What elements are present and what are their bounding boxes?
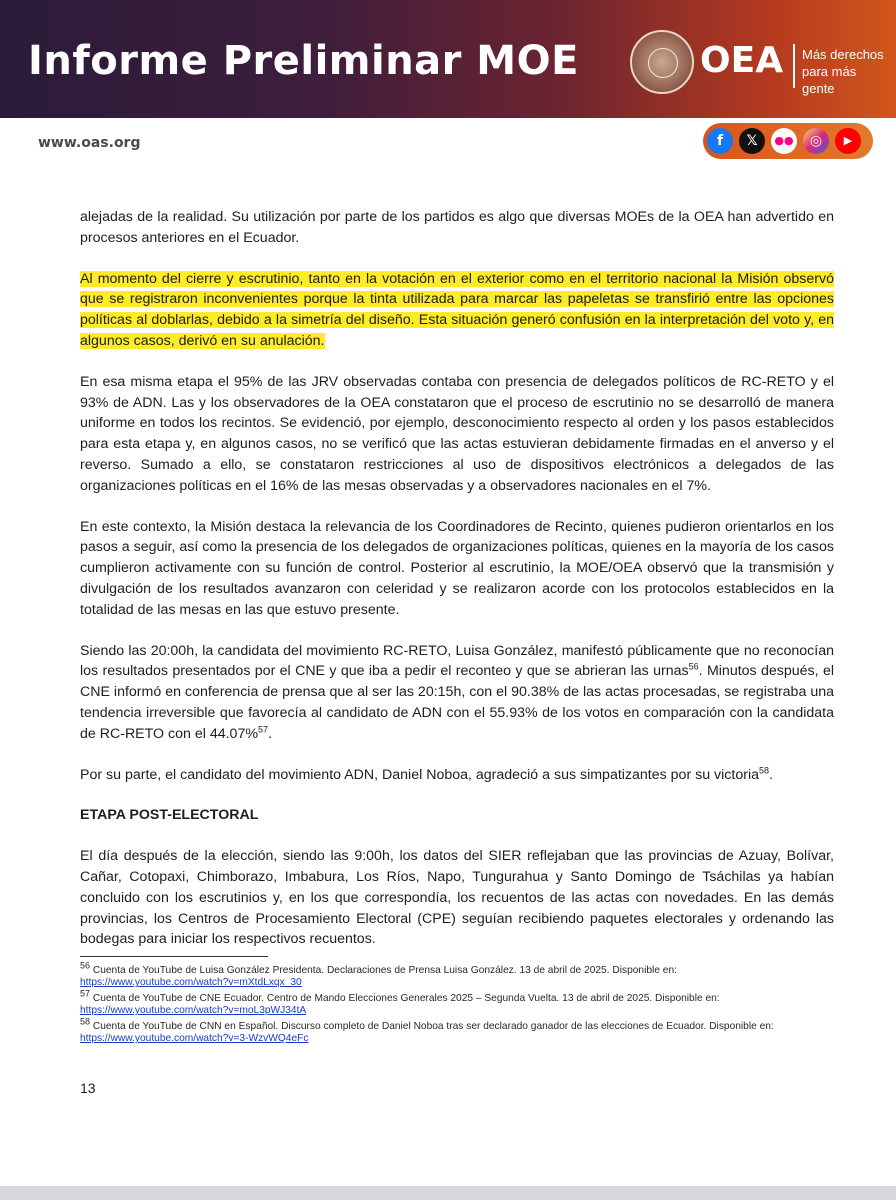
footnote-57: $^{57}$ Cuenta de YouTube de CNE Ecuador. Centro de Mando Elecciones Generales 2025 – Segunda Vuelta. 13 de abril de 2025. Disponible en: https://www.youtube.com/watch?v=moL3pWJ34tA: [80, 988, 720, 1017]
footnote-link[interactable]: https://www.youtube.com/watch?v=3-WzvWQ4eFc: [80, 1033, 309, 1045]
report-title: Informe Preliminar MOE: [28, 38, 579, 84]
paragraph-2: [80, 269, 834, 352]
paragraph-1: alejadas de la realidad. Su utilización por parte de los partidos es algo que diversas MOEs de la OEA han advertido en procesos anteriores en el Ecuador.: [80, 209, 834, 246]
social-media-bar: [703, 123, 873, 159]
footnote-ref-56[interactable]: 56: [688, 661, 699, 672]
oas-seal-logo: [630, 30, 694, 94]
page-bottom-edge: [0, 1186, 896, 1200]
section-heading: ETAPA POST-ELECTORAL: [80, 807, 259, 824]
paragraph-5: Siendo las 20:00h, la candidata del movimiento RC-RETO, Luisa González, manifestó públicamente que no reconocían los resultados presentados por el CNE y que iba a pedir el reconteo y que se abrieran las urnas$^{56}$. Minutos después, el CNE informó en conferencia de prensa que al ser las 20:15h, con el 90.38% de las actas procesadas, se registraba una tendencia irreversible que favorecía al candidato de ADN con el 55.93% de los votos en comparación con la candidata de RC-RETO con el 44.07%$^{57}$.: [80, 642, 835, 742]
footnote-divider: [80, 956, 268, 957]
footnote-ref-57[interactable]: 57: [257, 724, 268, 734]
footnote-link[interactable]: https://www.youtube.com/watch?v=mXtdLxqx_30: [80, 977, 302, 989]
footnote-58: $^{58}$ Cuenta de YouTube de CNN en Español. Discurso completo de Daniel Noboa tras ser declarado ganador de las elecciones de Ecuador. Disponible en: https://www.youtube.com/watch?v=3-WzvWQ4eFc: [80, 1016, 774, 1045]
footnote-link[interactable]: https://www.youtube.com/watch?v=moL3pWJ34tA: [80, 1005, 307, 1017]
logo-divider: [793, 44, 795, 88]
flickr-icon[interactable]: ●●: [771, 128, 797, 154]
youtube-icon[interactable]: ▶: [835, 128, 861, 154]
header-banner: [0, 0, 896, 118]
paragraph-4: En este contexto, la Misión destaca la relevancia de los Coordinadores de Recinto, quienes pudieron orientarlos en los pasos a seguir, así como la presencia de los delegados de organizaciones políticas, quienes en la mayoría de los casos cumplieron activamente con su función de control. Posterior al escrutinio, la MOE/OEA observó que la transmisión y divulgación de los resultados avanzaron con celeridad y se realizaron acorde con los protocolos establecidos en la totalidad de las mesas en las que estuvo presente.: [80, 518, 834, 618]
website-link[interactable]: www.oas.org: [38, 135, 141, 151]
footnote-ref-58[interactable]: 58: [758, 764, 769, 775]
footnotes: [80, 960, 860, 1048]
instagram-icon[interactable]: ◎: [803, 128, 829, 154]
x-icon[interactable]: 𝕏: [739, 128, 765, 154]
facebook-icon[interactable]: f: [707, 128, 733, 154]
oea-tagline: Más derechos para más gente: [802, 47, 884, 96]
report-body: [80, 207, 834, 970]
footnote-56: $^{56}$ Cuenta de YouTube de Luisa González Presidenta. Declaraciones de Prensa Luisa González. 13 de abril de 2025. Disponible en: https://www.youtube.com/watch?v=mXtdLxqx_30: [80, 960, 677, 989]
paragraph-6: Por su parte, el candidato del movimiento ADN, Daniel Noboa, agradeció a sus simpatizantes por su victoria$^{58}$.: [80, 764, 773, 783]
highlighted-text: Al momento del cierre y escrutinio, tanto en la votación en el exterior como en el territorio nacional la Misión observó que se registraron inconvenientes porque la tinta utilizada para marcar las papeletas se transfirió entre las opciones políticas al doblarlas, debido a la simetría del diseño. Esta situación generó confusión en la interpretación del voto y, en algunos casos, derivó en su anulación.: [80, 270, 834, 349]
paragraph-3: En esa misma etapa el 95% de las JRV observadas contaba con presencia de delegados políticos de RC-RETO y el 93% de ADN. Las y los observadores de la OEA constataron que el proceso de escrutinio no se desarrolló de manera uniforme en todos los recintos. Se evidenció, por ejemplo, desconocimiento respecto al orden y los pasos establecidos para esta etapa y, en algunos casos, no se verificó que las actas estuvieran debidamente firmadas en el anverso y el reverso. Sumado a ello, se constataron restricciones al uso de dispositivos electrónicos a delegados de las organizaciones políticas en el 16% de las mesas observadas y a observadores nacionales en el 7%.: [80, 373, 834, 494]
paragraph-7: El día después de la elección, siendo las 9:00h, los datos del SIER reflejaban que las provincias de Azuay, Bolívar, Cañar, Cotopaxi, Chimborazo, Imbabura, Los Ríos, Napo, Tungurahua y Santo Domingo de Tsáchilas ya habían concluido con los escrutinios y, en los que correspondía, los recuentos de las actas con novedades. En las demás provincias, los Centros de Procesamiento Electoral (CPE) seguían recibiendo paquetes electorales y ordenando las bodegas para iniciar los respectivos recuentos.: [80, 848, 834, 948]
page-number: 13: [80, 1080, 96, 1096]
oea-logo-text: OEA: [700, 40, 784, 81]
